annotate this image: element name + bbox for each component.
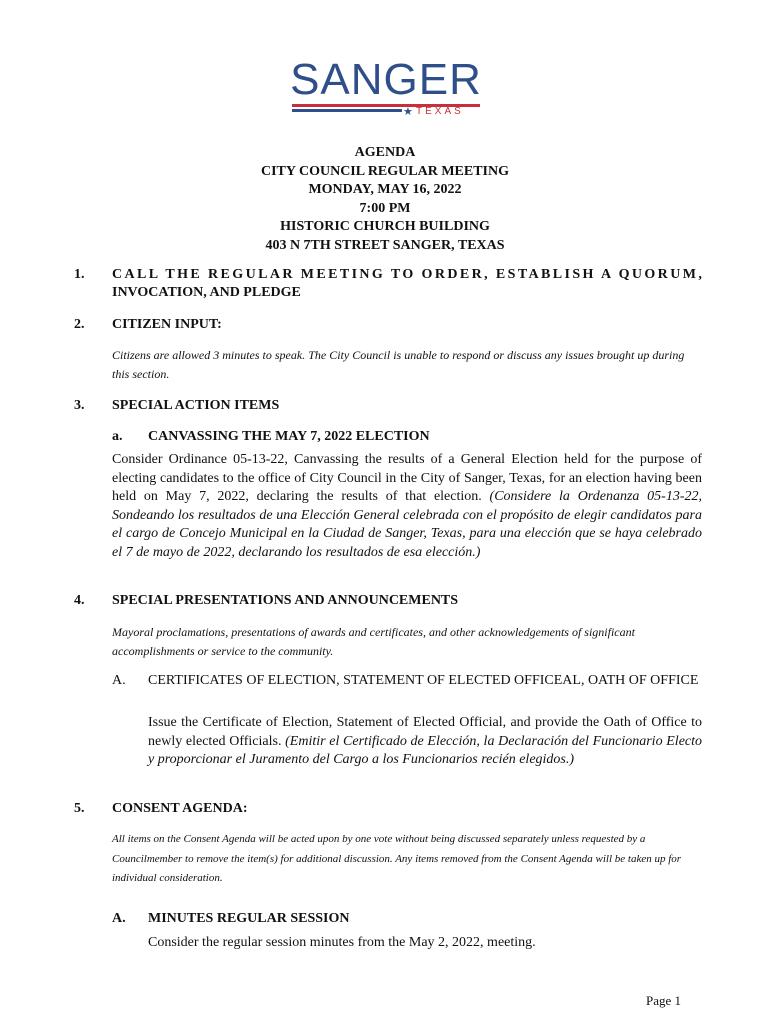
item-note: Citizens are allowed 3 minutes to speak. The City Council is unable to respond or discuss any issues brought up during this section.	[112, 348, 685, 381]
subitem-description: Consider the regular session minutes from the May 2, 2022, meeting.	[148, 935, 536, 950]
subitem-letter: a.	[112, 429, 123, 444]
page-number: Page 1	[646, 993, 682, 1008]
logo-wordmark: SANGER	[290, 55, 482, 104]
item-title: SPECIAL ACTION ITEMS	[112, 398, 280, 413]
subitem-description	[112, 451, 702, 563]
description-spanish: (Considere la Ordenanza 05-13-22, Sondeando los resultados de una Elección General celebrada con el propósito de elegir candidatos para el cargo de Concejo Municipal en la Ciudad de Sanger, Texas, para una elección que se haya celebrado el 7 de mayo de 2022, declarando los resultados de esa elección.)	[112, 489, 702, 560]
header-line: MONDAY, MAY 16, 2022	[308, 182, 462, 197]
item-number: 1.	[74, 267, 85, 282]
header-line: CITY COUNCIL REGULAR MEETING	[260, 163, 509, 179]
subitem-title: CANVASSING THE MAY 7, 2022 ELECTION	[148, 429, 430, 444]
item-title-line: CALL THE REGULAR MEETING TO ORDER, ESTABLISH A QUORUM,	[112, 267, 705, 282]
header-line: AGENDA	[354, 145, 416, 160]
sanger-logo	[290, 55, 482, 120]
subitem-description	[148, 714, 702, 770]
agenda-header	[0, 144, 770, 255]
item-number: 5.	[74, 801, 85, 816]
logo-blue-stripe	[292, 109, 402, 112]
item-title: CONSENT AGENDA:	[112, 801, 248, 816]
item-title-line: INVOCATION, AND PLEDGE	[112, 285, 301, 300]
header-line: HISTORIC CHURCH BUILDING	[280, 219, 490, 234]
subitem-letter: A.	[112, 673, 126, 688]
item-note: All items on the Consent Agenda will be acted upon by one vote without being discussed separately unless requested by a Councilmember to remove the item(s) for additional discussion. Any items removed from the Consent Agenda will be taken up for individual consideration.	[112, 833, 682, 884]
header-line: 403 N 7TH STREET SANGER, TEXAS	[265, 237, 505, 253]
subitem-letter: A.	[112, 911, 126, 926]
description-english: Issue the Certificate of Election, Statement of Elected Official, and provide the Oath of Office to newly elected Officials.	[148, 715, 702, 749]
item-number: 2.	[74, 317, 85, 332]
star-icon: ★	[403, 105, 413, 118]
logo-state: TEXAS	[416, 106, 464, 117]
subitem-title: CERTIFICATES OF ELECTION, STATEMENT OF ELECTED OFFICEAL, OATH OF OFFICE	[148, 673, 699, 688]
item-title: CITIZEN INPUT:	[112, 317, 222, 332]
item-note: Mayoral proclamations, presentations of awards and certificates, and other acknowledgements of significant accomplishments or service to the community.	[112, 625, 635, 658]
description-spanish: (Emitir el Certificado de Elección, la Declaración del Funcionario Electo y proporcionar el Juramento del Cargo a los Funcionarios recién elegidos.)	[148, 733, 703, 768]
item-title	[112, 266, 712, 302]
description-english: Consider Ordinance 05-13-22, Canvassing the results of a General Election held for the purpose of electing candidates to the office of City Council in the City of Sanger, Texas, for an election having been held on May 7, 2022, declaring the results of that election.	[112, 452, 702, 505]
item-number: 3.	[74, 398, 85, 413]
item-title: SPECIAL PRESENTATIONS AND ANNOUNCEMENTS	[112, 593, 459, 608]
item-number: 4.	[74, 593, 85, 608]
subitem-title: MINUTES REGULAR SESSION	[148, 911, 350, 926]
header-line: 7:00 PM	[359, 200, 411, 216]
